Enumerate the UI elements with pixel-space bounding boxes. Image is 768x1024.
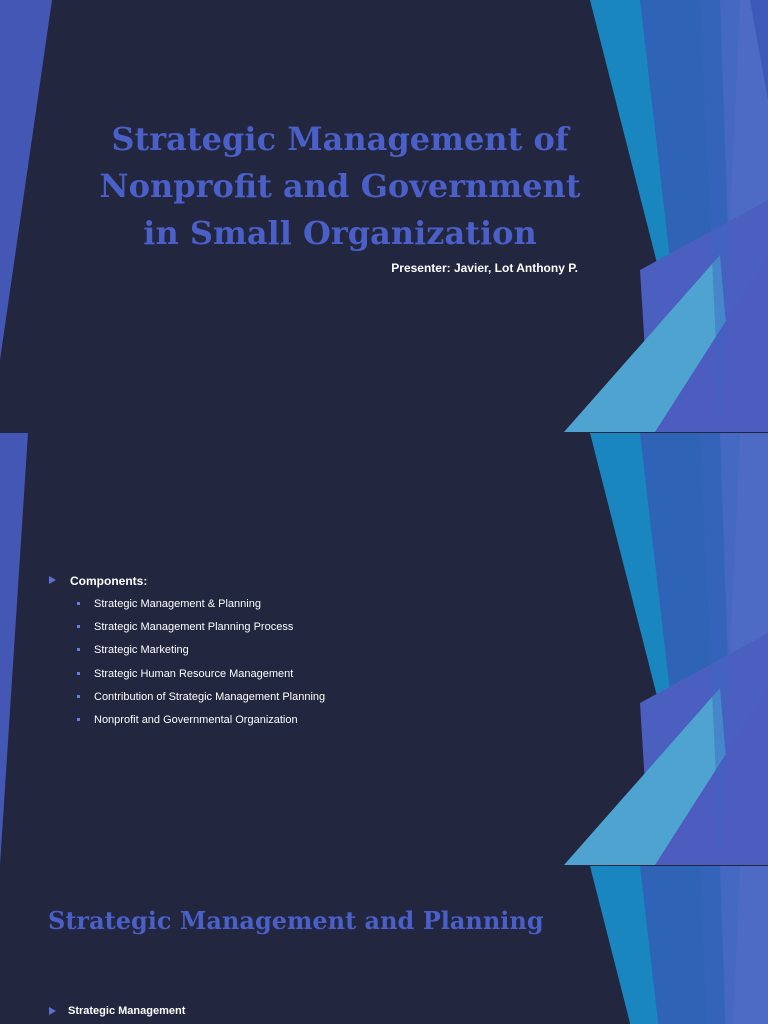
slide-strategic-management <box>0 866 768 1024</box>
title-line-1: Strategic Management of <box>111 120 569 158</box>
slide-title: Strategic Management and Planning <box>48 906 544 935</box>
slide-components <box>0 433 768 865</box>
list-item <box>48 1003 185 1019</box>
presenter-label: Presenter: Javier, Lot Anthony P. <box>391 261 578 275</box>
square-bullet-icon <box>77 648 80 651</box>
components-list <box>48 572 325 735</box>
triangle-bullet-icon <box>49 1007 56 1015</box>
triangle-bullet-icon <box>49 576 56 584</box>
list-item-label: Strategic Marketing <box>94 644 189 657</box>
title-line-2: Nonprofit and Government <box>99 167 581 205</box>
presentation-title <box>60 116 620 257</box>
square-bullet-icon <box>77 625 80 628</box>
list-item-label: Contribution of Strategic Management Planning <box>94 690 326 703</box>
square-bullet-icon <box>77 718 80 721</box>
list-item <box>48 619 325 642</box>
components-sublist-wrapper <box>48 596 325 735</box>
title-line-3: in Small Organization <box>143 214 537 252</box>
list-item <box>48 596 325 619</box>
square-bullet-icon <box>77 672 80 675</box>
list-item <box>48 642 325 665</box>
left-stripe <box>0 0 52 360</box>
components-heading: Components: <box>70 574 148 588</box>
square-bullet-icon <box>77 695 80 698</box>
list-item <box>48 712 325 735</box>
list-item <box>48 666 325 689</box>
list-item-label: Strategic Management <box>68 1005 186 1017</box>
slide-title <box>0 0 768 432</box>
components-sublist <box>48 596 325 735</box>
components-heading-item <box>48 572 325 596</box>
list-item-label: Strategic Human Resource Management <box>94 667 294 680</box>
left-stripe <box>0 433 28 865</box>
list-item-label: Nonprofit and Governmental Organization <box>94 713 298 726</box>
list-item <box>48 689 325 712</box>
square-bullet-icon <box>77 602 80 605</box>
decorative-triangles <box>0 866 768 1024</box>
list-item-label: Strategic Management & Planning <box>94 598 261 610</box>
list-item-label: Strategic Management Planning Process <box>94 621 294 634</box>
